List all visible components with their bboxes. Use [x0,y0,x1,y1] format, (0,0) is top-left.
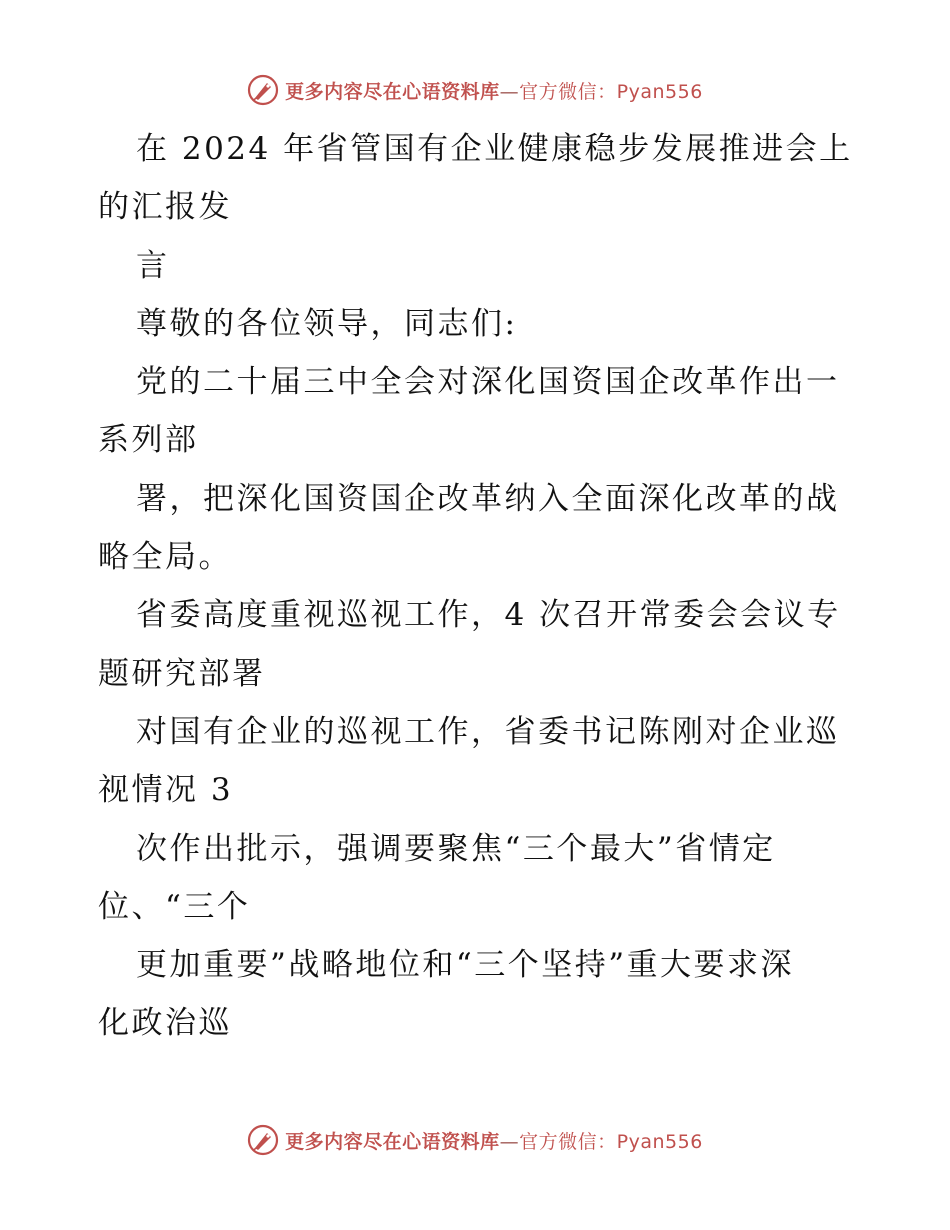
document-line: 省委高度重视巡视工作，4 次召开常委会会议专 [136,597,841,634]
header-brand-text: 更多内容尽在心语资料库 [285,80,500,103]
footer-banner-text [285,1127,703,1154]
footer-brand-text: 更多内容尽在心语资料库 [285,1130,500,1153]
document-line: 尊敬的各位领导，同志们: [136,305,518,342]
document-body [98,120,858,1053]
document-line: 党的二十届三中全会对深化国资国企改革作出一 [136,364,840,401]
document-line: 系列部 [98,422,199,459]
footer-contact-text: 官方微信：Pyan556 [519,1130,703,1153]
document-line: 的汇报发 [98,189,232,226]
document-line: 在 2024 年省管国有企业健康稳步发展推进会上 [136,131,853,167]
header-banner [0,70,950,110]
footer-banner [0,1120,950,1160]
document-line: 题研究部署 [98,655,266,692]
footer-dash: — [499,1130,520,1153]
pen-nib-logo-icon [247,74,279,106]
header-dash: — [499,80,520,103]
document-line: 署，把深化国资国企改革纳入全面深化改革的战 [136,480,840,517]
document-line: 对国有企业的巡视工作，省委书记陈刚对企业巡 [136,713,840,750]
document-line: 言 [136,247,170,284]
header-contact-text: 官方微信：Pyan556 [519,80,703,103]
document-line: 更加重要”战略地位和“三个坚持”重大要求深 [136,947,795,984]
document-line: 位、“三个 [98,888,251,925]
document-line: 次作出批示，强调要聚焦“三个最大”省情定 [136,830,776,867]
pen-nib-logo-icon [247,1124,279,1156]
document-line: 略全局。 [98,539,232,576]
document-line: 化政治巡 [98,1005,232,1042]
header-banner-text [285,77,703,104]
document-line: 视情况 3 [98,772,234,809]
